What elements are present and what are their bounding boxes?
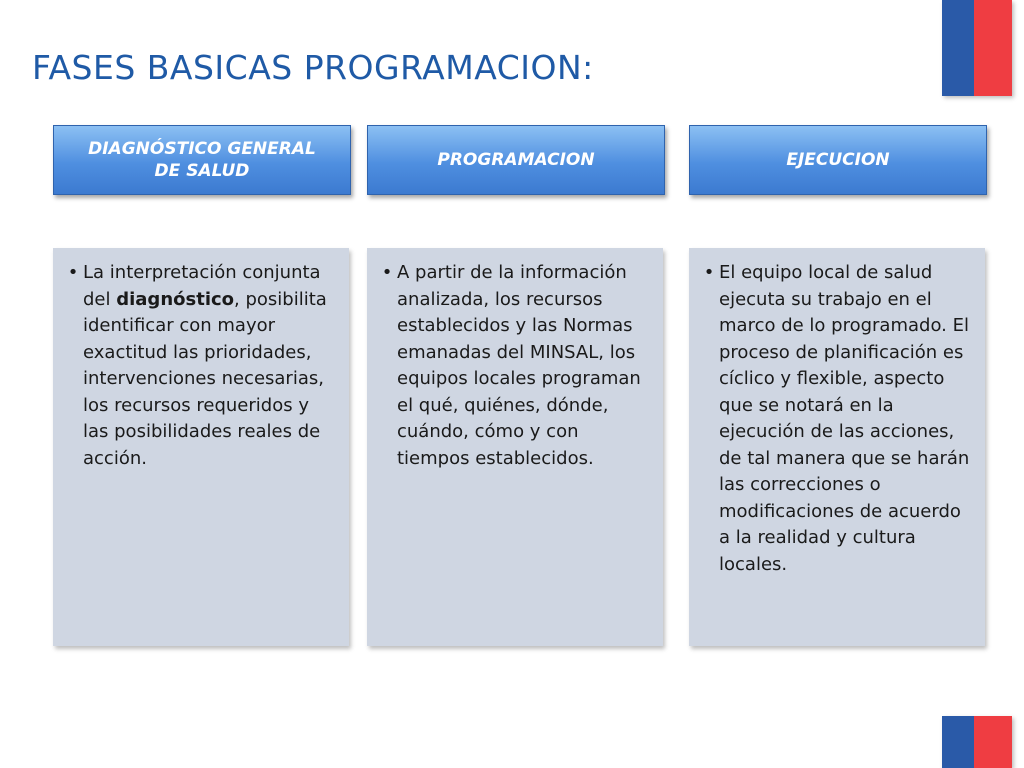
text-bold-diagnostico: diagnóstico — [116, 288, 235, 310]
header-programacion-label: PROGRAMACION — [437, 150, 595, 170]
flag-blue-stripe — [942, 716, 974, 768]
text-before: La interpretación conjunta del — [83, 262, 321, 310]
flag-red-stripe — [974, 0, 1012, 96]
bullet-item — [699, 260, 971, 578]
bullet-dot: • — [67, 262, 79, 283]
header-ejecucion-label: EJECUCION — [786, 150, 890, 170]
bullet-dot: • — [703, 262, 715, 283]
card-programacion — [367, 248, 663, 646]
header-diagnostico-line1: DIAGNÓSTICO GENERAL — [88, 139, 316, 159]
text-after: , posibilita identificar con mayor exactitud las prioridades, intervenciones necesarias, los recursos requeridos y las posibilidades reales de acción. — [83, 288, 327, 469]
header-diagnostico — [53, 125, 351, 195]
bullet-item — [377, 260, 649, 472]
header-diagnostico-line2: DE SALUD — [154, 161, 250, 181]
bullet-dot: • — [381, 262, 393, 283]
header-ejecucion — [689, 125, 987, 195]
chile-flag-logo-top — [942, 0, 1012, 96]
bullet-text — [83, 260, 335, 472]
flag-blue-stripe — [942, 0, 974, 96]
flag-red-stripe — [974, 716, 1012, 768]
header-programacion — [367, 125, 665, 195]
bullet-item — [63, 260, 335, 472]
bullet-text: A partir de la información analizada, los recursos establecidos y las Normas emanadas del MINSAL, los equipos locales programan el qué, quiénes, dónde, cuándo, cómo y con tiempos establecidos. — [397, 262, 641, 469]
chile-flag-logo-bottom — [942, 716, 1012, 768]
card-diagnostico — [53, 248, 349, 646]
card-ejecucion — [689, 248, 985, 646]
bullet-text: El equipo local de salud ejecuta su trabajo en el marco de lo programado. El proceso de planificación es cíclico y flexible, aspecto que se notará en la ejecución de las acciones, de tal manera que se harán las correcciones o modificaciones de acuerdo a la realidad y cultura locales. — [719, 262, 970, 575]
slide-title: FASES BASICAS PROGRAMACION: — [32, 48, 594, 87]
